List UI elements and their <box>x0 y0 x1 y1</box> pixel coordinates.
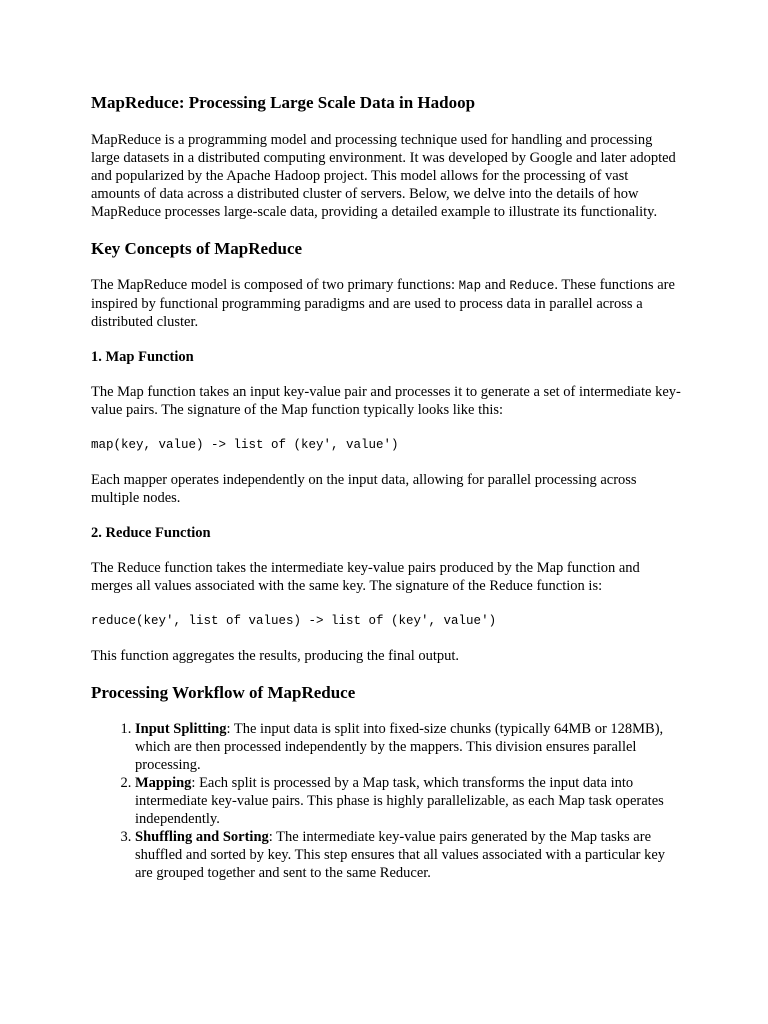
inline-code-map: Map <box>458 279 482 293</box>
map-function-heading: 1. Map Function <box>91 349 194 365</box>
map-function-paragraph: The Map function takes an input key-value pair and processes it to generate a set of intermediate key-value pairs. The signature of the Map function typically looks like this: <box>91 384 681 418</box>
workflow-heading: Processing Workflow of MapReduce <box>91 683 356 702</box>
document-title: MapReduce: Processing Large Scale Data in Hadoop <box>91 93 476 112</box>
key-concepts-text-and: and <box>481 277 510 293</box>
step-text: : The intermediate key-value pairs generated by the Map tasks are shuffled and sorted by key. This step ensures that all values associated with a particular key are grouped together and sent to the same Reducer. <box>135 829 666 881</box>
key-concepts-text-start: The MapReduce model is composed of two primary functions: <box>91 277 459 293</box>
map-signature-code: map(key, value) -> list of (key', value') <box>91 438 399 452</box>
document-page <box>91 92 681 882</box>
inline-code-reduce: Reduce <box>509 279 555 293</box>
list-item <box>135 828 681 882</box>
key-concepts-heading: Key Concepts of MapReduce <box>91 239 303 258</box>
reduce-signature-code: reduce(key', list of values) -> list of (key', value') <box>91 614 497 628</box>
list-item <box>135 774 681 828</box>
step-term: Input Splitting <box>135 721 227 737</box>
step-term: Mapping <box>135 775 192 791</box>
key-concepts-text-end: . These functions are inspired by functional programming paradigms and are used to process data in parallel across a distributed cluster. <box>91 277 675 330</box>
step-text: : Each split is processed by a Map task, which transforms the input data into intermediate key-value pairs. This phase is highly parallelizable, as each Map task operates independently. <box>135 775 664 827</box>
mapper-paragraph: Each mapper operates independently on the input data, allowing for parallel processing across multiple nodes. <box>91 472 637 506</box>
list-item <box>135 720 681 774</box>
step-term: Shuffling and Sorting <box>135 829 269 845</box>
workflow-steps-list <box>91 720 681 882</box>
reduce-function-heading: 2. Reduce Function <box>91 525 211 541</box>
intro-paragraph: MapReduce is a programming model and processing technique used for handling and processing large datasets in a distributed computing environment. It was developed by Google and later adopted and popularized by the Apache Hadoop project. This model allows for the processing of vast amounts of data across a distributed cluster of servers. Below, we delve into the details of how MapReduce processes large-scale data, providing a detailed example to illustrate its functionality. <box>91 132 676 220</box>
reduce-output-paragraph: This function aggregates the results, producing the final output. <box>91 648 460 664</box>
reduce-function-paragraph: The Reduce function takes the intermediate key-value pairs produced by the Map function and merges all values associated with the same key. The signature of the Reduce function is: <box>91 560 640 594</box>
step-text: : The input data is split into fixed-size chunks (typically 64MB or 128MB), which are then processed independently by the mappers. This division ensures parallel processing. <box>135 721 664 773</box>
key-concepts-paragraph <box>91 276 681 331</box>
